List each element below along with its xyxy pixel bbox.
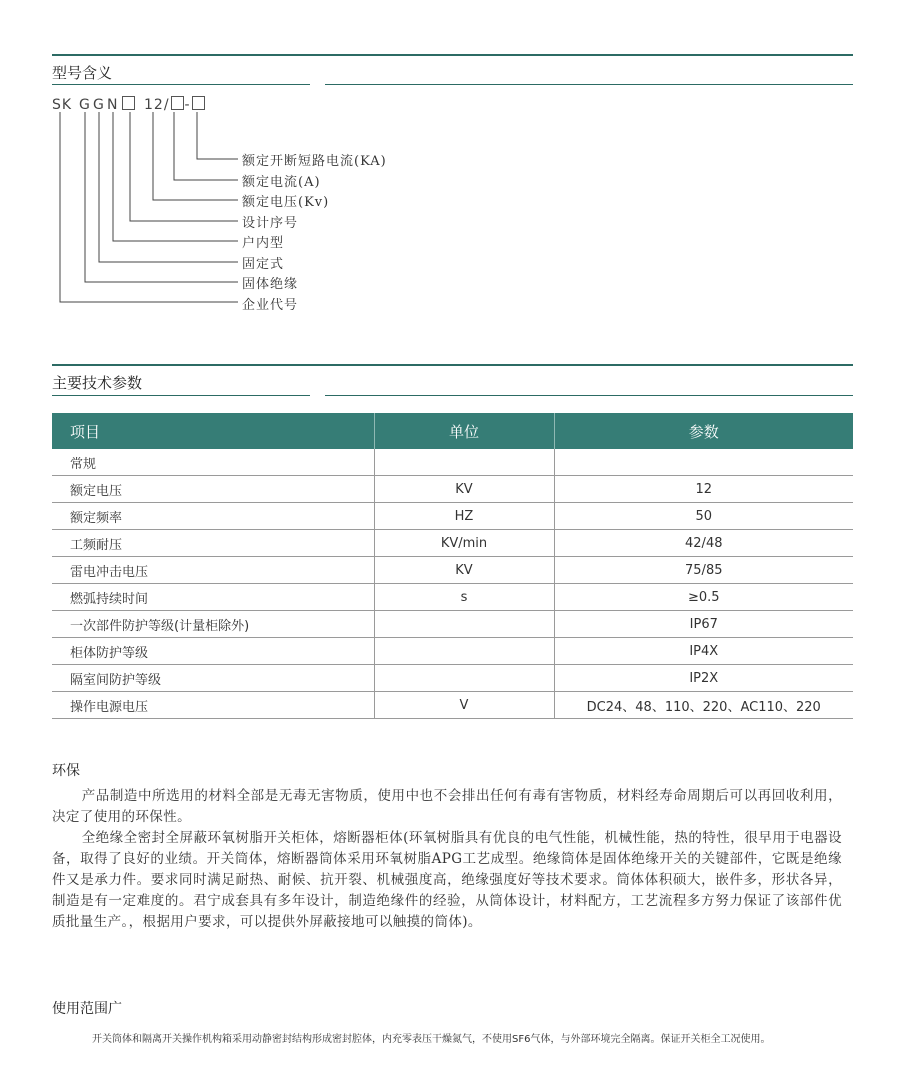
cell-item: 额定频率 — [52, 503, 374, 530]
definition-item: 额定电压(Kv) — [242, 195, 330, 210]
bracket-line-g2 — [99, 112, 238, 262]
cell-unit — [374, 665, 554, 692]
tech-params-title: 主要技术参数 — [52, 374, 143, 392]
cell-unit — [374, 449, 554, 476]
tech-params-table — [52, 413, 853, 719]
header-item: 项目 — [52, 413, 374, 449]
definition-item: 固定式 — [242, 257, 285, 272]
definition-item: 设计序号 — [242, 216, 299, 231]
table-row — [52, 638, 853, 665]
table-row — [52, 476, 853, 503]
code-n: N — [107, 97, 119, 113]
table-row — [52, 503, 853, 530]
environment-paragraph: 产品制造中所选用的材料全部是无毒无害物质，使用中也不会排出任何有毒有害物质，材料经寿命周期后可以再回收利用，决定了使用的环保性。 — [52, 788, 842, 825]
table-row — [52, 584, 853, 611]
model-code-diagram — [0, 0, 900, 330]
table-row — [52, 557, 853, 584]
bracket-line-box2 — [174, 112, 238, 180]
environment-body — [52, 786, 842, 933]
section-top-rule — [52, 364, 853, 366]
cell-item: 柜体防护等级 — [52, 638, 374, 665]
code-sk: SK — [52, 97, 73, 113]
cell-unit: KV/min — [374, 530, 554, 557]
bracket-line-n — [113, 112, 238, 241]
cell-item: 常规 — [52, 449, 374, 476]
cell-value: IP4X — [554, 638, 853, 665]
table-row — [52, 530, 853, 557]
code-g1: G — [79, 97, 91, 113]
cell-item: 燃弧持续时间 — [52, 584, 374, 611]
table-row — [52, 665, 853, 692]
cell-item: 隔室间防护等级 — [52, 665, 374, 692]
bracket-line-g1 — [85, 112, 238, 282]
bracket-line-12 — [153, 112, 238, 200]
bracket-line-box1 — [130, 112, 238, 221]
cell-unit: s — [374, 584, 554, 611]
section-underline-left — [52, 395, 310, 396]
definition-item: 户内型 — [242, 236, 285, 251]
cell-unit — [374, 638, 554, 665]
cell-item: 操作电源电压 — [52, 692, 374, 719]
table-row — [52, 692, 853, 719]
table-row — [52, 611, 853, 638]
code-12: 12/ — [144, 97, 170, 113]
cell-item: 工频耐压 — [52, 530, 374, 557]
definition-item: 额定开断短路电流(KA) — [242, 154, 387, 169]
header-value: 参数 — [554, 413, 853, 449]
header-unit: 单位 — [374, 413, 554, 449]
cell-unit — [374, 611, 554, 638]
cell-value: IP67 — [554, 611, 853, 638]
cell-value: 42/48 — [554, 530, 853, 557]
model-meaning-title: 型号含义 — [52, 64, 113, 82]
cell-value: 50 — [554, 503, 853, 530]
cell-value — [554, 449, 853, 476]
cell-value: ≥0.5 — [554, 584, 853, 611]
cell-unit: HZ — [374, 503, 554, 530]
cell-item: 一次部件防护等级(计量柜除外) — [52, 611, 374, 638]
cell-item: 雷电冲击电压 — [52, 557, 374, 584]
section-underline-right — [325, 395, 853, 396]
table-header-row — [52, 413, 853, 449]
code-g2: G — [93, 97, 105, 113]
cell-item: 额定电压 — [52, 476, 374, 503]
definition-item: 企业代号 — [242, 298, 299, 313]
environment-paragraph: 全绝缘全密封全屏蔽环氧树脂开关柜体，熔断器柜体(环氧树脂具有优良的电气性能，机械性能，热的特性，很早用于电器设备，取得了良好的业绩。开关筒体，熔断器筒体采用环氧树脂APG工艺成型。绝缘筒体是固体绝缘开关的关键部件，它既是绝缘件又是承力件。要求同时满足耐热、耐候、抗开裂、机械强度高，绝缘强度好等技术要求。筒体体积硕大，嵌件多，形状各异，制造是有一定难度的。君宁成套具有多年设计，制造绝缘件的经验，从筒体设计，材料配方，工艺流程多方努力保证了该部件优质批量生产。，根据用户要求，可以提供外屏蔽接地可以触摸的筒体)。 — [52, 830, 842, 930]
definition-item: 额定电流(A) — [242, 175, 321, 190]
cell-value: 75/85 — [554, 557, 853, 584]
environment-title: 环保 — [52, 763, 80, 779]
definition-item: 固体绝缘 — [242, 277, 299, 292]
cell-value: 12 — [554, 476, 853, 503]
table-row — [52, 449, 853, 476]
code-dash: - — [184, 97, 191, 113]
cell-unit: V — [374, 692, 554, 719]
bracket-line-box3 — [197, 112, 238, 159]
bracket-line-sk — [60, 112, 238, 302]
cell-unit: KV — [374, 557, 554, 584]
cell-value: DC24、48、110、220、AC110、220 — [554, 692, 853, 719]
usage-title: 使用范围广 — [52, 1001, 122, 1017]
cell-unit: KV — [374, 476, 554, 503]
usage-text: 开关筒体和隔离开关操作机构箱采用动静密封结构形成密封腔体，内充零表压干燥氮气，不使用SF6气体，与外部环境完全隔离。保证开关柜全工况使用。 — [92, 1034, 771, 1045]
cell-value: IP2X — [554, 665, 853, 692]
